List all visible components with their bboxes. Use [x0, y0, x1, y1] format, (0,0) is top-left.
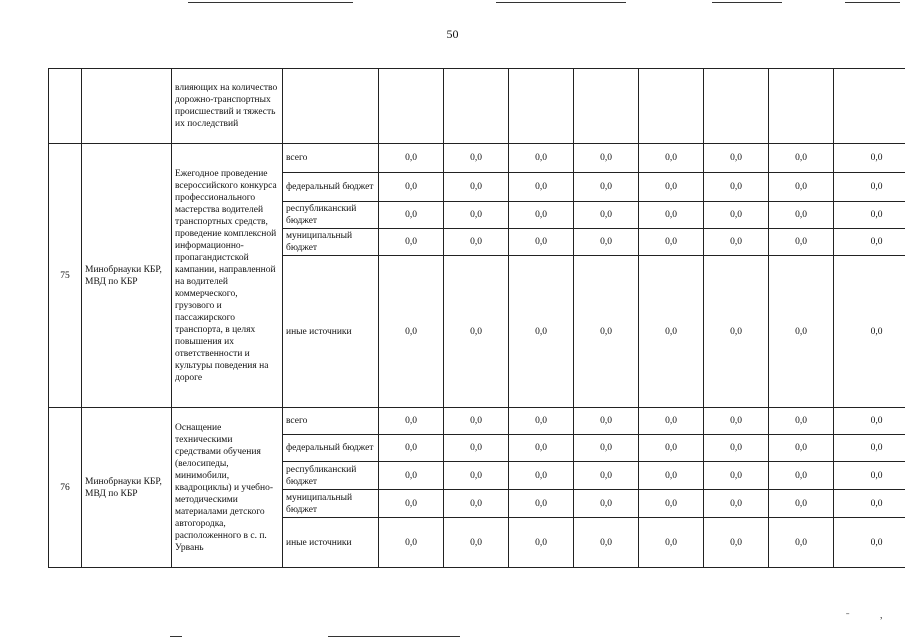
executor-cell: Минобрнауки КБР, МВД по КБР — [82, 144, 172, 408]
source-label: иные источники — [283, 256, 379, 408]
value-cell: 0,0 — [574, 435, 639, 462]
value-cell: 0,0 — [834, 490, 905, 518]
source-label: республиканский бюджет — [283, 462, 379, 490]
row-number-cell — [49, 69, 82, 144]
value-cell: 0,0 — [509, 462, 574, 490]
value-cell: 0,0 — [834, 435, 905, 462]
value-cell: 0,0 — [834, 256, 905, 408]
value-cell: 0,0 — [379, 435, 444, 462]
description-cell: влияющих на количество дорожно-транспортных происшествий и тяжесть их последствий — [172, 69, 283, 144]
row-number-cell: 76 — [49, 408, 82, 568]
value-cell: 0,0 — [769, 144, 834, 173]
value-cell: 0,0 — [639, 462, 704, 490]
value-cell: 0,0 — [834, 518, 905, 568]
value-cell: 0,0 — [509, 490, 574, 518]
value-cell: 0,0 — [769, 462, 834, 490]
value-cell: 0,0 — [509, 408, 574, 435]
value-cell: 0,0 — [509, 144, 574, 173]
value-cell: 0,0 — [379, 408, 444, 435]
budget-table — [48, 68, 905, 568]
value-cell — [509, 69, 574, 144]
value-cell — [444, 69, 509, 144]
value-cell: 0,0 — [769, 256, 834, 408]
value-cell — [769, 69, 834, 144]
value-cell: 0,0 — [639, 202, 704, 229]
value-cell: 0,0 — [639, 435, 704, 462]
value-cell: 0,0 — [639, 173, 704, 202]
table-row — [49, 144, 905, 173]
value-cell: 0,0 — [769, 202, 834, 229]
value-cell — [704, 69, 769, 144]
value-cell: 0,0 — [509, 173, 574, 202]
source-label: всего — [283, 408, 379, 435]
scan-line — [188, 2, 353, 3]
value-cell: 0,0 — [704, 462, 769, 490]
value-cell: 0,0 — [834, 144, 905, 173]
value-cell: 0,0 — [574, 490, 639, 518]
source-label: федеральный бюджет — [283, 173, 379, 202]
value-cell: 0,0 — [639, 408, 704, 435]
value-cell: 0,0 — [379, 229, 444, 256]
source-label: всего — [283, 144, 379, 173]
scan-line — [170, 636, 182, 637]
value-cell: 0,0 — [509, 229, 574, 256]
row-number-cell: 75 — [49, 144, 82, 408]
value-cell: 0,0 — [834, 229, 905, 256]
executor-cell — [82, 69, 172, 144]
value-cell: 0,0 — [509, 435, 574, 462]
value-cell: 0,0 — [704, 202, 769, 229]
value-cell: 0,0 — [379, 256, 444, 408]
scan-mark: ˉ — [846, 612, 850, 623]
value-cell: 0,0 — [574, 229, 639, 256]
value-cell: 0,0 — [834, 202, 905, 229]
value-cell: 0,0 — [704, 408, 769, 435]
source-label: республиканский бюджет — [283, 202, 379, 229]
table-row — [49, 69, 905, 144]
value-cell: 0,0 — [769, 518, 834, 568]
scan-line — [328, 636, 460, 637]
value-cell: 0,0 — [444, 435, 509, 462]
value-cell: 0,0 — [444, 229, 509, 256]
value-cell: 0,0 — [574, 518, 639, 568]
value-cell: 0,0 — [444, 144, 509, 173]
value-cell: 0,0 — [639, 229, 704, 256]
value-cell: 0,0 — [704, 173, 769, 202]
value-cell: 0,0 — [509, 256, 574, 408]
value-cell: 0,0 — [379, 144, 444, 173]
value-cell: 0,0 — [769, 435, 834, 462]
value-cell: 0,0 — [444, 202, 509, 229]
scan-line — [845, 2, 900, 3]
value-cell: 0,0 — [704, 229, 769, 256]
table-row — [49, 408, 905, 435]
scan-line — [496, 2, 626, 3]
value-cell: 0,0 — [574, 462, 639, 490]
value-cell: 0,0 — [574, 173, 639, 202]
source-label: муниципальный бюджет — [283, 229, 379, 256]
value-cell: 0,0 — [639, 144, 704, 173]
value-cell: 0,0 — [704, 144, 769, 173]
value-cell: 0,0 — [704, 518, 769, 568]
value-cell — [379, 69, 444, 144]
value-cell: 0,0 — [769, 408, 834, 435]
value-cell: 0,0 — [444, 518, 509, 568]
value-cell: 0,0 — [574, 144, 639, 173]
value-cell: 0,0 — [639, 518, 704, 568]
value-cell: 0,0 — [639, 256, 704, 408]
source-cell — [283, 69, 379, 144]
value-cell: 0,0 — [444, 256, 509, 408]
executor-cell: Минобрнауки КБР, МВД по КБР — [82, 408, 172, 568]
value-cell: 0,0 — [379, 518, 444, 568]
value-cell: 0,0 — [379, 173, 444, 202]
value-cell — [639, 69, 704, 144]
value-cell: 0,0 — [834, 173, 905, 202]
value-cell — [574, 69, 639, 144]
value-cell: 0,0 — [769, 173, 834, 202]
value-cell: 0,0 — [769, 229, 834, 256]
value-cell: 0,0 — [639, 490, 704, 518]
value-cell: 0,0 — [444, 173, 509, 202]
value-cell: 0,0 — [704, 256, 769, 408]
value-cell: 0,0 — [574, 408, 639, 435]
value-cell: 0,0 — [444, 408, 509, 435]
value-cell: 0,0 — [834, 462, 905, 490]
value-cell: 0,0 — [379, 202, 444, 229]
description-cell: Ежегодное проведение всероссийского конкурса профессионального мастерства водителей транспортных средств, проведение комплексной информационно-пропагандистской кампании, направленной на водителей коммерческого, грузового и пассажирского транспорта, в целях повышения их ответственности и культуры поведения на дороге — [172, 144, 283, 408]
value-cell: 0,0 — [509, 518, 574, 568]
value-cell: 0,0 — [574, 256, 639, 408]
value-cell: 0,0 — [444, 490, 509, 518]
value-cell: 0,0 — [834, 408, 905, 435]
value-cell: 0,0 — [379, 490, 444, 518]
value-cell — [834, 69, 905, 144]
scan-line — [712, 2, 782, 3]
value-cell: 0,0 — [704, 490, 769, 518]
description-cell: Оснащение техническими средствами обучения (велосипеды, минимобили, квадроциклы) и учебно-методическими материалами детского автогородка, расположенного в с. п. Урвань — [172, 408, 283, 568]
page-number: 50 — [446, 27, 459, 41]
source-label: иные источники — [283, 518, 379, 568]
value-cell: 0,0 — [574, 202, 639, 229]
scan-mark: , — [880, 610, 883, 621]
value-cell: 0,0 — [769, 490, 834, 518]
source-label: федеральный бюджет — [283, 435, 379, 462]
value-cell: 0,0 — [444, 462, 509, 490]
value-cell: 0,0 — [704, 435, 769, 462]
value-cell: 0,0 — [509, 202, 574, 229]
source-label: муниципальный бюджет — [283, 490, 379, 518]
value-cell: 0,0 — [379, 462, 444, 490]
